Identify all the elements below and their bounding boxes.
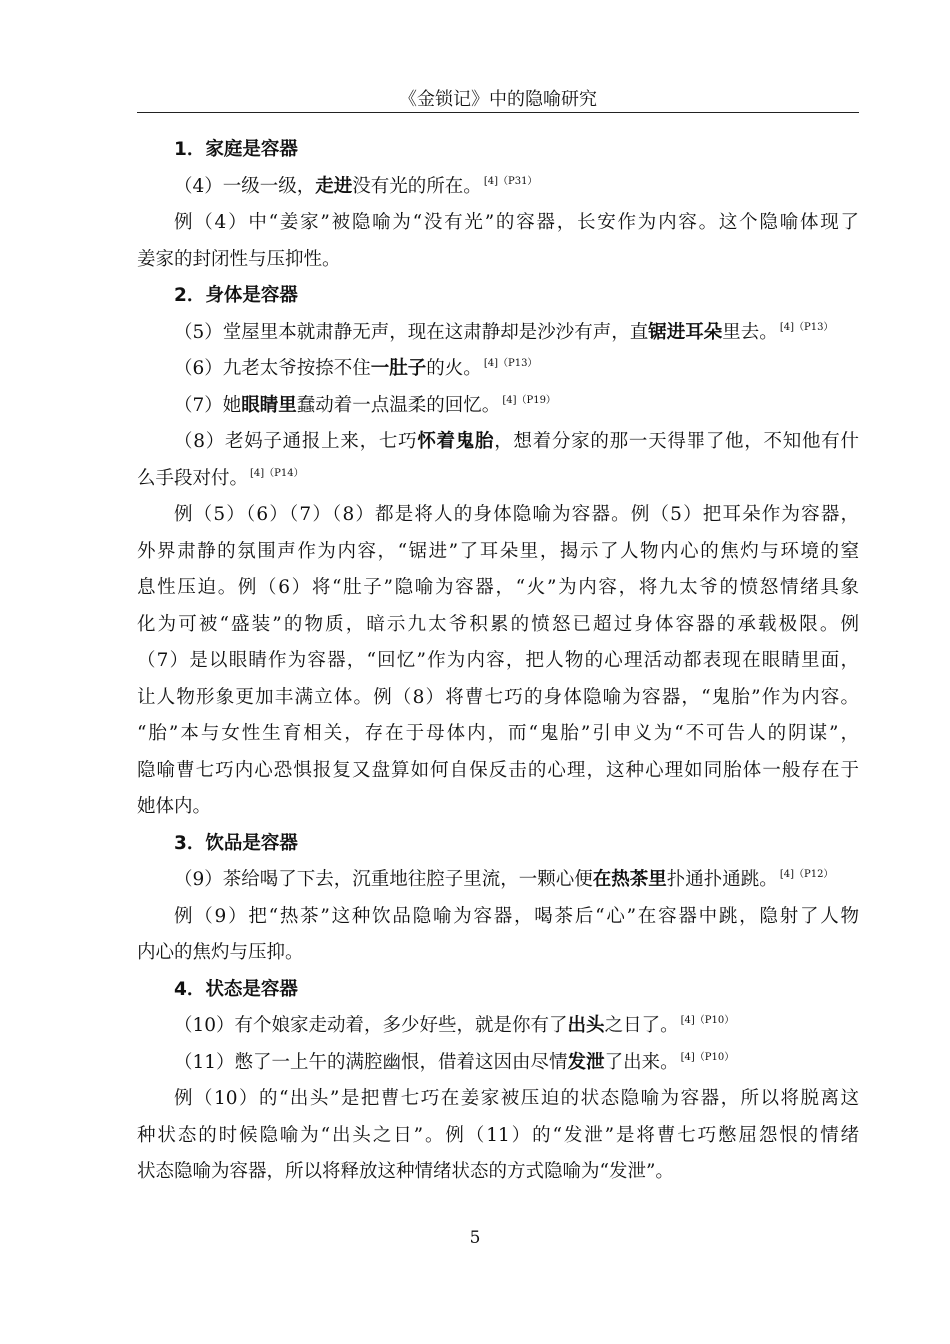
section-heading <box>137 132 859 169</box>
example-sentence <box>137 388 859 425</box>
text-segment: 蠢动着一点温柔的回忆。 <box>296 394 501 416</box>
text-segment: 里去。 <box>722 321 778 343</box>
example-sentence <box>137 351 859 388</box>
text-segment: 例（9）把“热茶”这种饮品隐喻为容器，喝茶后“心”在容器中跳，隐射了人物 <box>174 905 859 927</box>
paragraph-line <box>137 1118 859 1155</box>
keyword-highlight: 在热茶里 <box>592 869 667 890</box>
paragraph-line <box>137 607 859 644</box>
text-segment: 1．家庭是容器 <box>174 139 298 160</box>
text-segment: （11）憋了一上午的满腔幽恨，借着这因由尽情 <box>174 1051 568 1073</box>
paragraph-line <box>137 899 859 936</box>
text-segment: 隐喻曹七巧内心恐惧报复又盘算如何自保反击的心理，这种心理如同胎体一般存在于 <box>137 759 859 781</box>
text-segment: 她体内。 <box>137 796 212 817</box>
paragraph-line <box>137 1154 859 1191</box>
text-segment: 种状态的时候隐喻为“出头之日”。例（11）的“发泄”是将曹七巧憋屈怨恨的情绪 <box>137 1124 859 1146</box>
text-segment: 状态隐喻为容器，所以将释放这种情绪状态的方式隐喻为“发泄”。 <box>137 1161 674 1182</box>
example-sentence <box>137 169 859 206</box>
text-segment: 化为可被“盛装”的物质，暗示九太爷积累的愤怒已超过身体容器的承载极限。例 <box>137 613 859 635</box>
text-segment: ，想着分家的那一天得罪了他，不知他有什 <box>494 431 859 452</box>
text-segment: 扑通扑通跳。 <box>666 869 778 890</box>
paragraph-line <box>137 716 859 753</box>
text-segment: 例（4）中“姜家”被隐喻为“没有光”的容器，长安作为内容。这个隐喻体现了 <box>174 212 859 233</box>
paragraph-line <box>137 242 859 279</box>
text-segment: “胎”本与女性生育相关，存在于母体内，而“鬼胎”引申义为“不可告人的阴谋”， <box>137 723 859 744</box>
keyword-highlight: 走进 <box>315 175 353 197</box>
citation-marker: [4]（P12） <box>779 869 834 880</box>
document-body <box>137 132 859 1191</box>
keyword-highlight: 发泄 <box>567 1051 605 1073</box>
paragraph-line <box>137 680 859 717</box>
keyword-highlight: 出头 <box>567 1015 605 1036</box>
paragraph-line <box>137 461 859 498</box>
paragraph-line <box>137 534 859 571</box>
paragraph-line <box>137 1081 859 1118</box>
text-segment: 么手段对付。 <box>137 467 249 489</box>
paragraph-line <box>137 643 859 680</box>
citation-marker: [4]（P31） <box>483 175 538 187</box>
text-segment: 3．饮品是容器 <box>174 832 298 854</box>
citation-marker: [4]（P10） <box>680 1015 735 1026</box>
citation-marker: [4]（P19） <box>502 394 556 406</box>
header-rule <box>137 112 859 113</box>
keyword-highlight: 一肚子 <box>370 358 427 379</box>
paragraph-line <box>137 935 859 972</box>
text-segment: 例（5）（6）（7）（8）都是将人的身体隐喻为容器。例（5）把耳朵作为容器， <box>174 504 859 525</box>
example-sentence <box>137 1008 859 1045</box>
section-heading <box>137 826 859 863</box>
text-segment: 了出来。 <box>604 1051 679 1073</box>
paragraph-line <box>137 570 859 607</box>
text-segment: （8）老妈子通报上来，七巧 <box>174 431 418 452</box>
text-segment: 姜家的封闭性与压抑性。 <box>137 248 341 270</box>
citation-marker: [4]（P10） <box>680 1051 735 1063</box>
text-segment: 没有光的所在。 <box>352 175 482 197</box>
text-segment: （4）一级一级， <box>174 175 316 197</box>
text-segment: 之日了。 <box>604 1015 679 1036</box>
text-segment: 息性压迫。例（6）将“肚子”隐喻为容器，“火”为内容，将九太爷的愤怒情绪具象 <box>137 577 859 598</box>
text-segment: 的火。 <box>426 358 482 379</box>
citation-marker: [4]（P14） <box>250 467 304 479</box>
running-header: 《金锁记》中的隐喻研究 <box>399 89 597 110</box>
paragraph-line <box>137 424 859 461</box>
keyword-highlight: 眼睛里 <box>241 394 297 416</box>
section-heading <box>137 278 859 315</box>
paragraph-line <box>137 753 859 790</box>
text-segment: 2．身体是容器 <box>174 285 298 306</box>
section-heading <box>137 972 859 1009</box>
paragraph-line <box>137 497 859 534</box>
paragraph-line <box>137 205 859 242</box>
example-sentence <box>137 1045 859 1082</box>
text-segment: 内心的焦灼与压抑。 <box>137 942 304 963</box>
paragraph-line <box>137 789 859 826</box>
citation-marker: [4]（P13） <box>779 321 834 333</box>
example-sentence <box>137 862 859 899</box>
keyword-highlight: 怀着鬼胎 <box>417 431 495 452</box>
text-segment: 4．状态是容器 <box>174 978 298 1000</box>
text-segment: （7）是以眼睛作为容器，“回忆”作为内容，把人物的心理活动都表现在眼睛里面， <box>137 650 859 671</box>
text-segment: （9）茶给喝了下去，沉重地往腔子里流，一颗心便 <box>174 869 593 890</box>
text-segment: 外界肃静的氛围声作为内容，“锯进”了耳朵里，揭示了人物内心的焦灼与环境的窒 <box>137 540 859 562</box>
text-segment: （10）有个娘家走动着，多少好些，就是你有了 <box>174 1015 568 1036</box>
text-segment: （6）九老太爷按捺不住 <box>174 358 371 379</box>
page-number: 5 <box>469 1228 481 1248</box>
text-segment: （7）她 <box>174 394 242 416</box>
text-segment: 例（10）的“出头”是把曹七巧在姜家被压迫的状态隐喻为容器，所以将脱离这 <box>174 1088 859 1109</box>
citation-marker: [4]（P13） <box>483 358 538 369</box>
example-sentence <box>137 315 859 352</box>
text-segment: （5）堂屋里本就肃静无声，现在这肃静却是沙沙有声，直 <box>174 321 649 343</box>
keyword-highlight: 锯进耳朵 <box>648 321 723 343</box>
text-segment: 让人物形象更加丰满立体。例（8）将曹七巧的身体隐喻为容器，“鬼胎”作为内容。 <box>137 686 859 708</box>
